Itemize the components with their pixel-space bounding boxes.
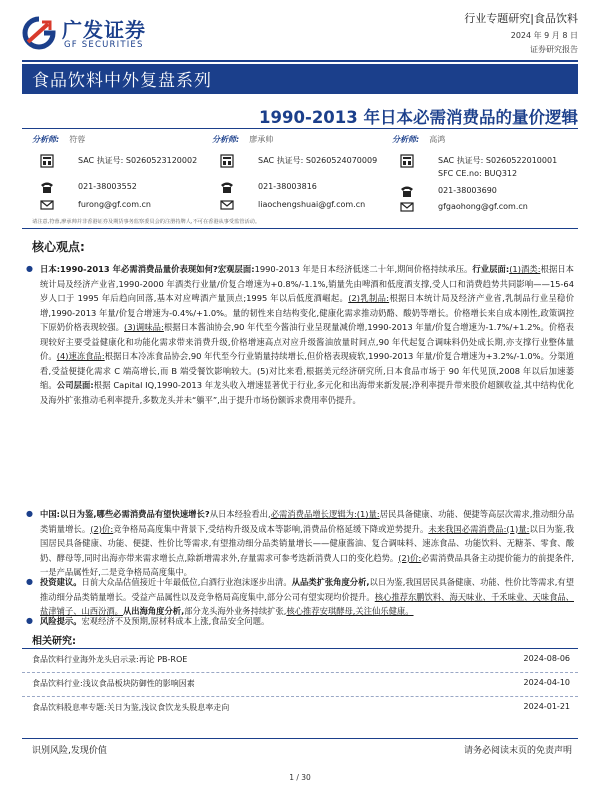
- related-item-date: 2024-04-10: [523, 678, 570, 687]
- related-item-title[interactable]: 食品饮料行业:浅议食品板块防御性的影响因素: [32, 679, 195, 688]
- gf-logo-icon: [22, 16, 56, 50]
- analyst-role: 分析师:: [212, 135, 240, 144]
- analyst-role: 分析师:: [392, 135, 420, 144]
- logo-subtext: GF SECURITIES: [64, 40, 144, 50]
- related-item-title[interactable]: 食品饮料股息率专题:关日为鉴,浅议食饮龙头股息率走向: [32, 703, 230, 712]
- email-icon: [220, 198, 234, 212]
- bullet-icon: ●: [26, 509, 33, 518]
- analyst-email[interactable]: liaochengshuai@gf.com.cn: [258, 200, 366, 209]
- analyst-email[interactable]: gfgaohong@gf.com.cn: [438, 202, 528, 211]
- certificate-icon: [400, 154, 414, 168]
- related-separator: [22, 696, 578, 697]
- phone-icon: [40, 180, 54, 194]
- certificate-icon: [40, 154, 54, 168]
- related-item[interactable]: [32, 702, 570, 718]
- report-kind: 证券研究报告: [530, 45, 578, 54]
- analyst-email[interactable]: furong@gf.com.cn: [78, 200, 151, 209]
- key-point-risk: ● 风险提示。宏观经济不及预期,原材料成本上涨,食品安全问题。: [26, 614, 574, 629]
- key-points-title: 核心观点:: [32, 240, 85, 254]
- footer-divider: [22, 738, 578, 739]
- analyst-sac: SAC 执证号: S0260523120002: [78, 156, 198, 165]
- header-divider: [22, 60, 578, 62]
- bullet-icon: ●: [26, 264, 33, 273]
- page-number: 1 / 30: [289, 773, 311, 782]
- key-point-japan: ● 日本:1990-2013 年必需消费品量价表现如何?宏观层面:1990-2013 年是日本经济低迷二十年,期间价格持续承压。行业层面:(1)酒类:根据日本统计局及经济产业省,1990-2000 年酒类行业量/价复合增速为+0.8%/-1.1%,销量先由啤酒和低度酒支撑,受人口和消费趋势共同影响——15-64 岁人口于 1995 年后趋向回落,基本对应啤酒产量顶点;1995 年以后低度酒崛起。(2)乳制品:根据日本统计局及经济产业省,乳制品行业呈稳价增,1990-2013 年量/价复合增速为-0.4%/+1.0%。量的韧性来自结构变化,健康化需求推动奶酪、酸奶等增长。价格增长来自成本刚性,政策调控下原奶价格表现较强。(3)调味品:根据日本酱油协会,90 年代至今酱油行业呈现量减价增,1990-2013 年量/价复合增速为-1.7%/+1.2%。价格表现较好主要受益健康化和功能化需求带来消费升级,价格增速高点对应升级酱油放量时间点,90 年代起复合调味料仍处成长期,亦支撑行业整体量价。(4)速冻食品:根据日本冷冻食品协会,90 年代至今行业销量持续增长,但价格表现疲软,1990-2013 年量/价复合增速为+3.2%/-1.0%。分渠道看,受益便捷化需求 C 端高增长,而 B 端受餐饮影响较大。(5)对比来看,根据美元经济研究所,日本食品市场于 90 年代见顶,2008 年以后加速萎缩。公司层面:根据 Capital IQ,1990-2013 年龙头收入增速显著优于行业,多元化和出海带来新发展;净利率提升带来股价超额收益,其中结构优化及海外扩张推动毛利率提升,多数龙头并未“躺平”,出于提升市场份额诉求费用率仍提升。: [26, 264, 574, 405]
- related-divider: [22, 648, 578, 649]
- footer-disclaimer: 请务必阅读末页的免责声明: [463, 746, 572, 756]
- analyst-name: 廖承帅: [249, 135, 274, 144]
- related-item-date: 2024-08-06: [523, 654, 570, 663]
- phone-icon: [220, 180, 234, 194]
- report-date: 2024 年 9 月 8 日: [510, 31, 578, 40]
- analyst-sac: SAC 执证号: S0260524070009: [258, 156, 378, 165]
- analyst-phone: 021-38003816: [258, 182, 317, 191]
- logo-text: 广发证券: [62, 18, 146, 42]
- related-item[interactable]: [32, 678, 570, 694]
- related-item[interactable]: [32, 654, 570, 670]
- phone-icon: [400, 184, 414, 198]
- series-title: 食品饮料中外复盘系列: [32, 71, 212, 91]
- analyst-sac: SAC 执证号: S0260522010001: [438, 156, 558, 165]
- bullet-icon: ●: [26, 577, 33, 586]
- email-icon: [400, 200, 414, 214]
- analyst-name: 符蓉: [69, 135, 86, 144]
- analyst-role: 分析师:: [32, 135, 60, 144]
- analyst-divider: [22, 228, 578, 229]
- related-separator: [22, 672, 578, 673]
- analyst-sfc: SFC CE.no: BUQ312: [438, 169, 518, 178]
- title-divider: [22, 128, 578, 129]
- key-point-china: ● 中国:以日为鉴,哪些必需消费品有望快速增长?从日本经验看出,必需消费品增长逻辑为:(1)量:居民具备健康、功能、便捷等高层次需求,推动细分品类销量增长。(2)价:竞争格局高度集中背景下,受结构升级及成本等影响,消费品价格延缓下降或逆势提升。未来我国必需消费品:(1)量:以日为鉴,我国居民具备健康、功能、便捷、性价比等需求,有望推动细分品类销量增长——健康酱油、复合调味料、速冻食品、功能饮料、无糖茶、零食、酸奶、酵母等,同时出海亦带来需求增长点,除新增需求外,存量需求可参考迭新消费人口的变化趋势。(2)价:必需消费品具备主动提价能力的前提条件,一是产品属性好,二是竞争格局高度集中。: [26, 509, 575, 577]
- bullet-icon: ●: [26, 616, 33, 625]
- report-title: 1990-2013 年日本必需消费品的量价逻辑: [259, 108, 578, 127]
- related-item-title[interactable]: 食品饮料行业海外龙头启示录:再论 PB-ROE: [32, 655, 188, 664]
- analyst-phone: 021-38003552: [78, 182, 137, 191]
- analyst-phone: 021-38003690: [438, 186, 497, 195]
- key-point-investment: ● 投资建议。日前大众品估值接近十年最低位,白酒行业泡沫逐步出清。从品类扩张角度分析,以日为鉴,我国居民具备健康、功能、性价比等需求,有望推动细分品类销量增长。受益产品属性以及竞争格局高度集中,部分公司有望实现均价提升。核心推荐东鹏饮料、海天味业、千禾味业、天味食品、盐津铺子、山西汾酒。从出海角度分析,部分龙头海外业务持续扩张,核心推荐安琪酵母,关注仙乐健康。: [26, 577, 575, 616]
- certificate-icon: [220, 154, 234, 168]
- compliance-notice: 请注意,符蓉,廖承帅并非香港证券及期货事务监察委员会的注册持牌人,不可在香港从事受监管活动。: [32, 219, 261, 225]
- related-item-date: 2024-01-21: [523, 702, 570, 711]
- report-category: 行业专题研究|食品饮料: [464, 12, 578, 25]
- footer-slogan: 识别风险,发现价值: [32, 746, 107, 756]
- email-icon: [40, 198, 54, 212]
- analyst-name: 高鸿: [429, 135, 446, 144]
- related-research-title: 相关研究:: [32, 636, 76, 647]
